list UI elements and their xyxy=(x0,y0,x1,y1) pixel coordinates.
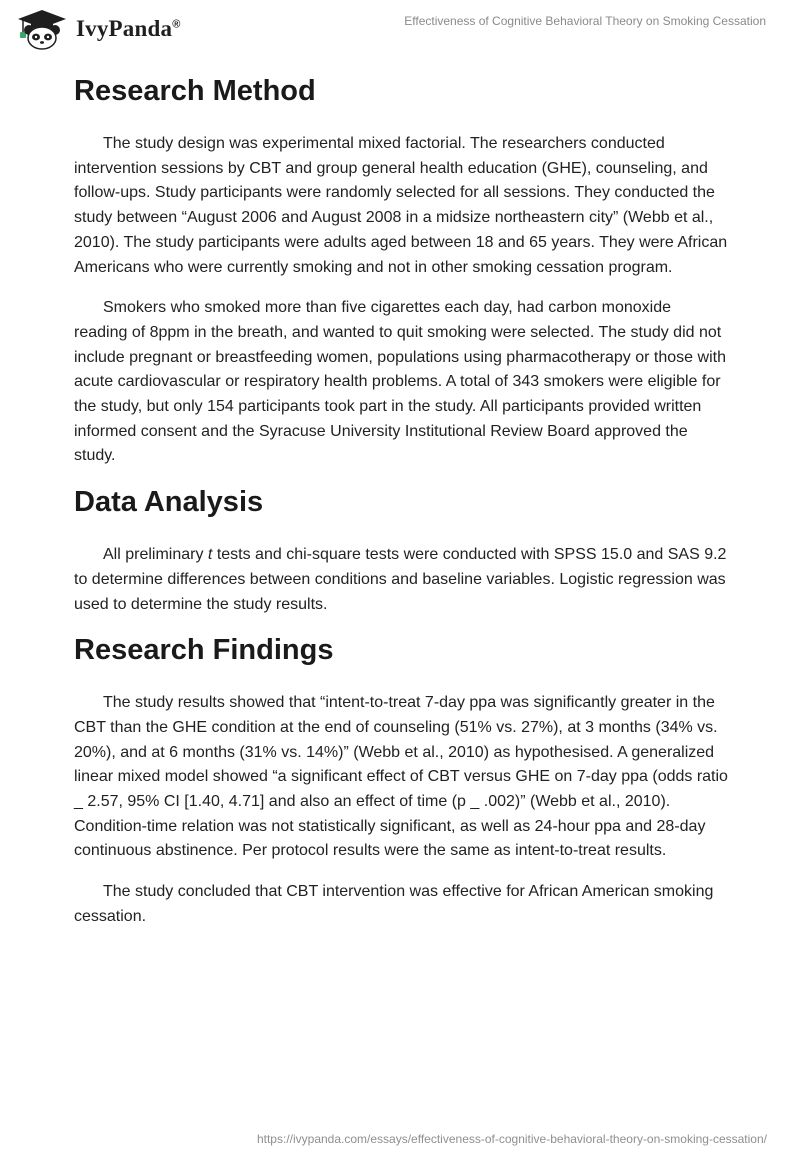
source-url-link[interactable]: https://ivypanda.com/essays/effectiveness-of-cognitive-behavioral-theory-on-smoking-cessation/ xyxy=(256,1132,767,1146)
paragraph: Smokers who smoked more than five cigarettes each day, had carbon monoxide reading of 8ppm in the breath, and wanted to quit smoking were selected. The study did not include pregnant or breastfeeding women, populations using pharmacotherapy or those with acute cardiovascular or respiratory health problems. A total of 343 smokers were eligible for the study, but only 154 participants took part in the study. All participants provided written informed consent and the Syracuse University Institutional Review Board approved the study. xyxy=(74,299,726,465)
section-heading: Research Method xyxy=(74,75,316,107)
paragraph: All preliminary t tests and chi-square tests were conducted with SPSS 15.0 and SAS 9.2 to determine differences between conditions and baseline variables. Logistic regression was used to determine the study results. xyxy=(74,546,727,613)
brand-logo[interactable] xyxy=(14,8,181,50)
article-body xyxy=(74,70,728,930)
paragraph: The study results showed that “intent-to-treat 7-day ppa was significantly greater in the CBT than the GHE condition at the end of counseling (51% vs. 27%), at 3 months (34% vs. 20%), and at 6 months (31% vs. 14%)” (Webb et al., 2010) as hypothesised. A generalized linear mixed model showed “a significant effect of CBT versus GHE on 7-day ppa (odds ratio _ 2.57, 95% CI [1.40, 4.71] and also an effect of time (p _ .002)” (Webb et al., 2010). Condition-time relation was not statistically significant, as well as 24-hour ppa and 28-day continuous abstinence. Per protocol results were the same as intent-to-treat results. xyxy=(74,694,728,860)
panda-graduate-icon xyxy=(14,8,70,50)
paragraph: The study design was experimental mixed factorial. The researchers conducted intervention sessions by CBT and group general health education (GHE), counseling, and follow-ups. Study participants were randomly selected for all sessions. They conducted the study between “August 2006 and August 2008 in a midsize northeastern city” (Webb et al., 2010). The study participants were adults aged between 18 and 65 years. They were African Americans who were currently smoking and not in other smoking cessation program. xyxy=(74,135,728,276)
section-heading: Data Analysis xyxy=(74,486,264,519)
section-heading: Research Findings xyxy=(74,634,334,667)
paragraph: The study concluded that CBT intervention was effective for African American smoking cessation. xyxy=(74,883,714,925)
page-header xyxy=(0,0,800,60)
brand-name: IvyPanda® xyxy=(76,16,181,41)
document-title: Effectiveness of Cognitive Behavioral Theory on Smoking Cessation xyxy=(404,14,766,28)
